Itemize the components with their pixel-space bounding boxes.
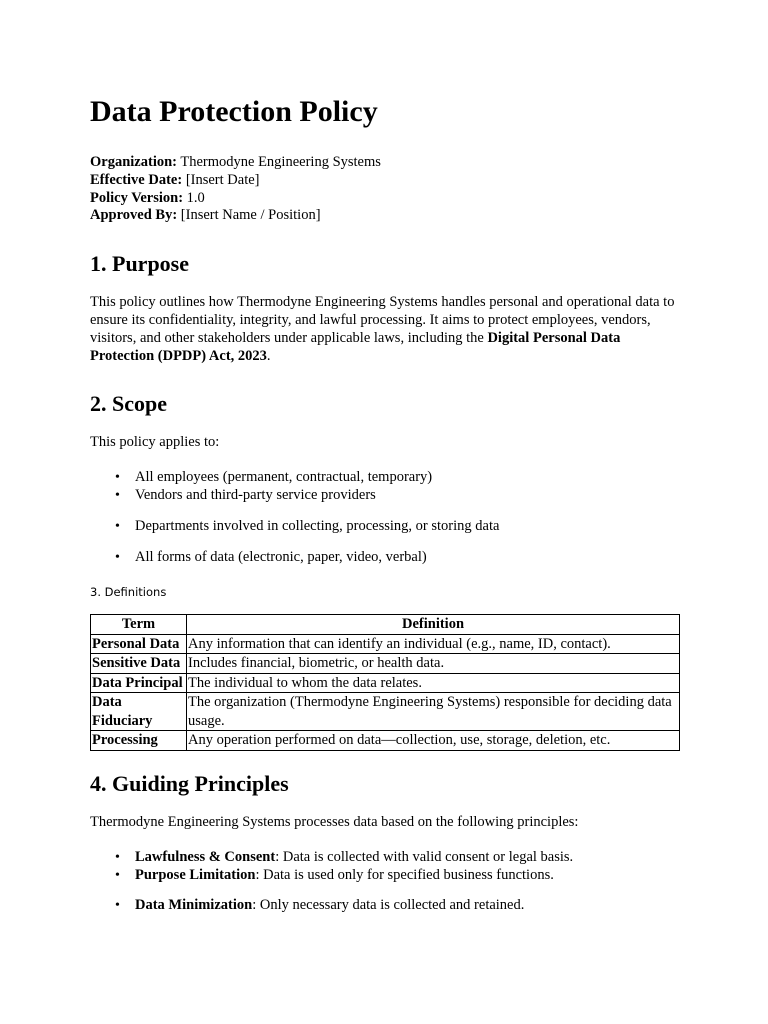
purpose-text-part: This policy outlines how Thermodyne Engineering Systems handles personal and operational data to ensure its confidentiality, integrity, and lawful processing. It aims to protect employees, vendors, visitors, and other stakeholders under applicable laws, including the xyxy=(90,294,675,347)
term-cell: Data Principal xyxy=(91,673,187,693)
list-item: • Vendors and third-party service providers xyxy=(135,487,680,505)
principle-text: : Data is used only for specified business functions. xyxy=(255,866,554,883)
principles-list xyxy=(90,849,680,915)
meta-value: Thermodyne Engineering Systems xyxy=(177,154,381,170)
table-header-row xyxy=(91,615,680,635)
term-cell: Sensitive Data xyxy=(91,654,187,674)
page-title: Data Protection Policy xyxy=(90,95,378,128)
table-row xyxy=(91,634,680,654)
list-item: • Departments involved in collecting, processing, or storing data xyxy=(135,518,680,536)
document-content xyxy=(90,92,680,915)
term-cell: Personal Data xyxy=(91,634,187,654)
meta-block xyxy=(90,154,680,225)
definition-cell: Includes financial, biometric, or health data. xyxy=(187,654,680,674)
scope-list xyxy=(90,469,680,566)
meta-value: 1.0 xyxy=(183,189,205,206)
meta-label: Policy Version: xyxy=(90,189,184,206)
list-item xyxy=(135,897,680,915)
principles-intro: Thermodyne Engineering Systems processes data based on the following principles: xyxy=(90,813,579,830)
list-item xyxy=(135,867,680,885)
list-item: • All forms of data (electronic, paper, video, verbal) xyxy=(135,549,680,567)
definitions-table xyxy=(90,614,680,751)
dpdp-act-reference: Digital Personal Data Protection (DPDP) Act, 2023 xyxy=(90,330,621,365)
purpose-heading: 1. Purpose xyxy=(90,251,189,277)
definitions-heading: 3. Definitions xyxy=(90,585,167,600)
table-row xyxy=(91,654,680,674)
meta-label: Effective Date: xyxy=(90,171,183,188)
definition-cell: The organization (Thermodyne Engineering Systems) responsible for deciding data usage. xyxy=(187,693,680,731)
meta-label: Organization: xyxy=(90,154,177,170)
term-cell: Processing xyxy=(91,731,187,751)
table-row xyxy=(91,693,680,731)
list-item: • All employees (permanent, contractual, temporary) xyxy=(135,469,680,487)
table-row xyxy=(91,673,680,693)
definition-cell: Any information that can identify an individual (e.g., name, ID, contact). xyxy=(187,634,680,654)
list-item xyxy=(135,849,680,867)
meta-organization xyxy=(90,154,680,172)
column-header-term: Term xyxy=(91,615,187,635)
principle-text: : Data is collected with valid consent or legal basis. xyxy=(275,848,574,865)
purpose-text-end: . xyxy=(266,348,271,365)
purpose-text xyxy=(90,293,680,365)
table-row xyxy=(91,731,680,751)
meta-value: [Insert Name / Position] xyxy=(177,207,321,224)
scope-intro: This policy applies to: xyxy=(90,434,220,451)
principle-label: Data Minimization xyxy=(135,897,253,914)
principle-label: Purpose Limitation xyxy=(135,866,256,883)
scope-heading: 2. Scope xyxy=(90,391,167,417)
column-header-definition: Definition xyxy=(187,615,680,635)
definition-cell: Any operation performed on data—collection, use, storage, deletion, etc. xyxy=(187,731,680,751)
principle-label: Lawfulness & Consent xyxy=(135,848,276,865)
meta-policy-version xyxy=(90,190,680,208)
meta-value: [Insert Date] xyxy=(182,171,260,188)
term-cell: Data Fiduciary xyxy=(91,693,187,731)
meta-approved-by xyxy=(90,207,680,225)
principles-heading: 4. Guiding Principles xyxy=(90,770,289,796)
meta-label: Approved By: xyxy=(90,207,178,224)
principle-text: : Only necessary data is collected and retained. xyxy=(252,897,525,914)
meta-effective-date xyxy=(90,172,680,190)
definition-cell: The individual to whom the data relates. xyxy=(187,673,680,693)
